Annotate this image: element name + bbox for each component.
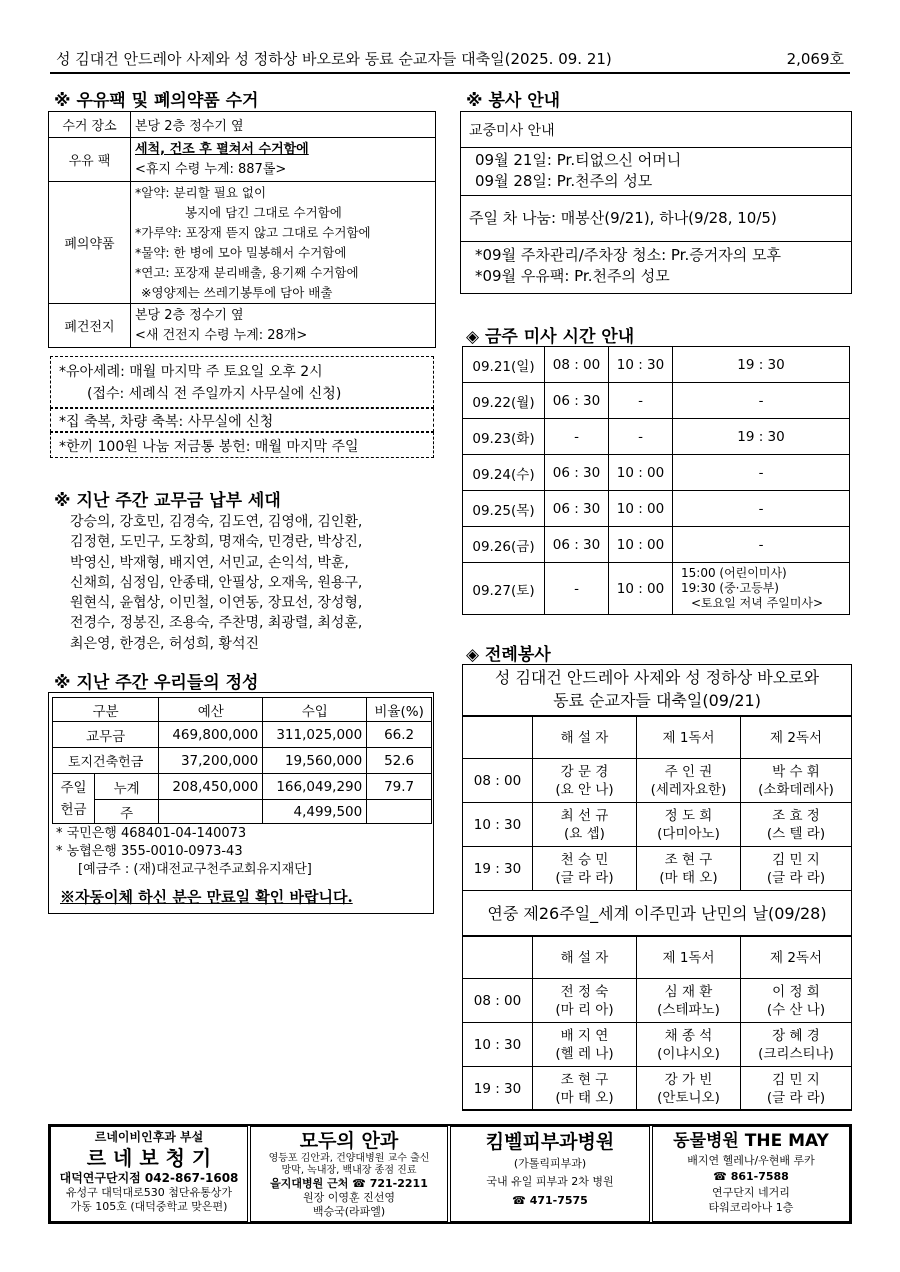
- ad-line: 타워코리아나 1층: [708, 1201, 794, 1214]
- day-cell: 09.21(일): [463, 347, 545, 383]
- ad-line: ☎ 861-7588: [713, 1170, 789, 1183]
- day-cell: 09.22(월): [463, 383, 545, 419]
- reader-name: 강 가 빈: [664, 1071, 713, 1088]
- med-line: *가루약: 포장재 뜯지 않고 그대로 수거함에: [135, 224, 371, 240]
- ad-line: 망막, 녹내장, 백내장 종점 진료: [281, 1165, 417, 1176]
- budget-cell: 208,450,000: [159, 774, 263, 800]
- med-line: *물약: 한 병에 모아 밀봉해서 수거함에: [135, 244, 347, 260]
- reader-name: 김 민 지: [772, 851, 820, 868]
- recycle-table: [48, 111, 436, 348]
- ad-line: 유성구 대덕대로530 첨단유통상가: [65, 1186, 233, 1199]
- ad-line: 원장 이영훈 진선영: [302, 1190, 395, 1204]
- ad-name: 모두의 안과: [299, 1130, 399, 1152]
- time-cell: -: [673, 455, 850, 491]
- reader-baptismal: (크리스티나): [758, 1045, 834, 1062]
- household-line: 김정현, 도민구, 도창희, 명재숙, 민경란, 박상진,: [70, 534, 363, 551]
- liturgy-table1-title: [463, 666, 851, 716]
- day-cell: 09.27(토): [463, 563, 545, 615]
- time-cell: 10 : 00: [609, 455, 673, 491]
- duty-line: *09월 주차관리/주차장 청소: Pr.증거자의 모후: [475, 246, 781, 264]
- day-cell: 09.25(목): [463, 491, 545, 527]
- place-value: 본당 2층 정수기 옆: [131, 112, 436, 138]
- reader-name: 주 인 권: [664, 763, 713, 780]
- duty-line: *09월 우유팩: Pr.천주의 성모: [475, 267, 670, 285]
- time-cell: 19 : 30: [673, 419, 850, 455]
- reader-name: 김 민 지: [772, 1071, 820, 1088]
- ad-name: 동물병원 THE MAY: [673, 1131, 829, 1151]
- reader-name: 심 재 환: [664, 983, 713, 1000]
- ad-name: 킴벨피부과병원: [485, 1131, 615, 1153]
- ad-line: 연구단지 네거리: [712, 1186, 790, 1199]
- time-cell: 08 : 00: [545, 347, 609, 383]
- col-header: 제 1독서: [637, 937, 741, 979]
- milk-line2: <휴지 수령 누계: 887롤>: [135, 161, 287, 177]
- reader-name: 이 정 희: [772, 983, 820, 1000]
- day-cell: 09.26(금): [463, 527, 545, 563]
- time-cell: 06 : 30: [545, 491, 609, 527]
- offering-table: [52, 697, 432, 824]
- reader-baptismal: (헬 레 나): [555, 1045, 614, 1062]
- bank-line: * 국민은행 468401-04-140073: [56, 826, 247, 841]
- col-header: 수입: [263, 698, 367, 722]
- reader-baptismal: (마 리 아): [555, 1001, 614, 1018]
- ad-line: ☎ 471-7575: [512, 1194, 588, 1207]
- reader-name: 박 수 휘: [772, 763, 820, 780]
- household-line: 강승의, 강호민, 김경숙, 김도연, 김영애, 김인환,: [70, 514, 363, 530]
- ad-dermatology: [450, 1126, 650, 1222]
- saturday-line: 15:00 (어린이미사): [681, 566, 787, 580]
- time-cell: 10 : 00: [609, 527, 673, 563]
- reader-baptismal: (글 라 라): [766, 869, 826, 886]
- time-cell: -: [609, 419, 673, 455]
- household-line: 박영신, 박재형, 배지연, 서민교, 손익석, 박훈,: [70, 554, 349, 571]
- mass-times-table: [462, 346, 850, 615]
- med-line: ※영양제는 쓰레기봉투에 담아 배출: [141, 284, 333, 300]
- saturday-line: 19:30 (중·고등부): [681, 581, 779, 595]
- household-line: 최은영, 한경은, 허성희, 황석진: [70, 635, 259, 652]
- time-cell: 06 : 30: [545, 383, 609, 419]
- mass-line: 09월 21일: Pr.티없으신 어머니: [475, 151, 682, 169]
- household-line: 원현식, 윤협상, 이민철, 이연동, 장묘선, 장성형,: [70, 595, 363, 612]
- reader-baptismal: (요 셉): [564, 825, 605, 842]
- ratio-cell: 79.7: [367, 774, 432, 800]
- liturgy-table2-title: 연중 제26주일_세계 이주민과 난민의 날(09/28): [463, 892, 851, 936]
- milk-label: 우유 팩: [49, 138, 131, 182]
- liturgy-table2: [462, 936, 852, 1111]
- households-list: [70, 512, 362, 654]
- bank-line: * 농협은행 355-0010-0973-43: [56, 844, 243, 859]
- time-cell: 08 : 00: [463, 759, 533, 803]
- reader-baptismal: (이냐시오): [657, 1045, 720, 1062]
- battery-label: 폐건전지: [49, 304, 131, 348]
- med-line: *연고: 포장재 분리배출, 용기째 수거함에: [135, 264, 359, 280]
- parking-share: 주일 차 나눔: 매봉산(9/21), 하나(9/28, 10/5): [461, 196, 851, 242]
- ad-eye-clinic: [250, 1126, 448, 1222]
- reader-name: 정 도 희: [664, 807, 713, 824]
- bulletin-title: 성 김대건 안드레아 사제와 성 정하상 바오로와 동료 순교자들 대축일(2025. 09. 21): [56, 50, 612, 68]
- time-cell: -: [545, 563, 609, 615]
- sunday-label: 주일: [60, 779, 87, 796]
- reader-name: 조 현 구: [664, 851, 713, 868]
- income-cell: 166,049,290: [263, 774, 367, 800]
- col-header: 예산: [159, 698, 263, 722]
- time-cell: -: [673, 383, 850, 419]
- med-label: 폐의약품: [49, 182, 131, 304]
- notice-blessing: *집 축복, 차량 축복: 사무실에 신청: [50, 408, 434, 432]
- notice-line: *유아세례: 매월 마지막 주 토요일 오후 2시: [59, 364, 323, 380]
- recycle-title: ※ 우유팩 및 폐의약품 수거: [54, 91, 259, 111]
- cumulative-label: 누계: [95, 774, 159, 800]
- time-cell: 10 : 00: [609, 491, 673, 527]
- time-cell: -: [545, 419, 609, 455]
- time-cell: 10 : 30: [463, 1023, 533, 1067]
- ad-line: 르네이비인후과 부설: [94, 1130, 204, 1144]
- col-header: 구분: [53, 698, 159, 722]
- reader-name: 천 승 민: [560, 851, 609, 868]
- sunday-label: 헌금: [60, 801, 87, 818]
- income-cell: 311,025,000: [263, 722, 367, 748]
- mass-label: 교중미사 안내: [461, 112, 851, 148]
- mass-times-title: ◈ 금주 미사 시간 안내: [466, 327, 635, 347]
- med-line: 봉지에 담긴 그대로 수거함에: [185, 204, 342, 220]
- reader-baptismal: (안토니오): [657, 1089, 720, 1106]
- ratio-cell: 52.6: [367, 748, 432, 774]
- saturday-line: <토요일 저녁 주일미사>: [691, 596, 824, 610]
- reader-baptismal: (스테파노): [657, 1001, 720, 1018]
- budget-cell: 37,200,000: [159, 748, 263, 774]
- time-cell: 19 : 30: [463, 1067, 533, 1111]
- reader-baptismal: (마 태 오): [555, 1089, 614, 1106]
- time-cell: 10 : 00: [609, 563, 673, 615]
- col-header: 제 2독서: [741, 937, 852, 979]
- ad-name: 르 네 보 청 기: [86, 1146, 212, 1170]
- col-header: 제 1독서: [637, 717, 741, 759]
- reader-baptismal: (요 안 나): [555, 781, 614, 798]
- title-line: 성 김대건 안드레아 사제와 성 정하상 바오로와: [494, 668, 820, 687]
- week-label: 주: [95, 800, 159, 824]
- household-line: 전경수, 정봉진, 조용숙, 주찬명, 최광렬, 최성훈,: [70, 615, 363, 632]
- time-cell: -: [609, 383, 673, 419]
- col-header: 해 설 자: [533, 937, 637, 979]
- ad-hearing-aid: [50, 1126, 248, 1222]
- reader-baptismal: (소화데레사): [758, 781, 834, 798]
- budget-cell: 469,800,000: [159, 722, 263, 748]
- time-cell: 19 : 30: [463, 847, 533, 891]
- mass-line: 09월 28일: Pr.천주의 성모: [475, 172, 653, 190]
- milk-line1: 세척, 건조 후 펼쳐서 수거함에: [135, 141, 309, 157]
- offering-title: ※ 지난 주간 우리들의 정성: [54, 673, 259, 693]
- page-header: [50, 44, 850, 74]
- liturgy-table1: [462, 716, 852, 891]
- ad-line: 백승국(라파엘): [312, 1204, 386, 1218]
- row-label: 교무금: [53, 722, 159, 748]
- row-label: 토지건축헌금: [53, 748, 159, 774]
- time-cell: 06 : 30: [545, 527, 609, 563]
- reader-baptismal: (글 라 라): [555, 869, 614, 886]
- household-line: 신채희, 심정임, 안종태, 안필상, 오재욱, 원용구,: [70, 574, 363, 591]
- reader-baptismal: (글 라 라): [766, 1089, 826, 1106]
- med-line: *알약: 분리할 필요 없이: [135, 184, 267, 200]
- account-holder: [예금주 : (재)대전교구천주교회유지재단]: [78, 862, 312, 877]
- col-header: 비율(%): [367, 698, 432, 722]
- households-title: ※ 지난 주간 교무금 납부 세대: [54, 491, 281, 511]
- time-cell: -: [673, 527, 850, 563]
- reader-name: 채 종 석: [664, 1027, 713, 1044]
- reader-baptismal: (스 텔 라): [766, 825, 826, 842]
- ad-line: 대덕연구단지점 042-867-1608: [59, 1171, 239, 1185]
- time-cell: 06 : 30: [545, 455, 609, 491]
- reader-baptismal: (다미아노): [657, 825, 720, 842]
- battery-line2: <새 건전지 수령 누계: 28개>: [135, 327, 308, 343]
- time-cell: 10 : 30: [463, 803, 533, 847]
- service-title: ※ 봉사 안내: [466, 91, 561, 111]
- service-box: [460, 111, 852, 294]
- reader-name: 조 효 정: [772, 807, 820, 824]
- ad-line: (가톨릭피부과): [513, 1157, 587, 1170]
- col-header: 제 2독서: [741, 717, 852, 759]
- day-cell: 09.23(화): [463, 419, 545, 455]
- time-cell: 19 : 30: [673, 347, 850, 383]
- income-cell: 19,560,000: [263, 748, 367, 774]
- place-label: 수거 장소: [49, 112, 131, 138]
- bank-info: [56, 825, 312, 879]
- notice-coin-bank: *한끼 100원 나눔 저금통 봉헌: 매월 마지막 주일: [50, 432, 434, 458]
- ad-line: 국내 유일 피부과 2차 병원: [486, 1175, 614, 1188]
- reader-name: 강 문 경: [560, 763, 609, 780]
- reader-name: 배 지 연: [560, 1027, 609, 1044]
- reader-name: 장 혜 경: [772, 1027, 820, 1044]
- notice-line: (접수: 세례식 전 주일까지 사무실에 신청): [87, 386, 342, 402]
- reader-name: 전 정 숙: [560, 983, 609, 1000]
- title-line: 동료 순교자들 대축일(09/21): [553, 691, 761, 710]
- ad-line: 영등포 김안과, 건양대병원 교수 출신: [268, 1153, 430, 1164]
- reader-name: 조 현 구: [560, 1071, 609, 1088]
- reader-name: 최 선 규: [560, 807, 609, 824]
- auto-transfer-note: ※자동이체 하신 분은 만료일 확인 바랍니다.: [60, 888, 353, 906]
- reader-baptismal: (수 산 나): [766, 1001, 826, 1018]
- notice-baptism: [50, 356, 434, 408]
- ad-line: 가동 105호 (대덕중학교 맞은편): [70, 1199, 228, 1213]
- ratio-cell: 66.2: [367, 722, 432, 748]
- ad-line: 을지대병원 근처 ☎ 721-2211: [270, 1177, 428, 1190]
- battery-line1: 본당 2층 정수기 옆: [135, 307, 244, 323]
- ad-animal-hospital: [652, 1126, 850, 1222]
- issue-number: 2,069호: [786, 50, 844, 68]
- reader-baptismal: (마 태 오): [659, 869, 718, 886]
- time-cell: 08 : 00: [463, 979, 533, 1023]
- time-cell: 10 : 30: [609, 347, 673, 383]
- income-cell: 4,499,500: [263, 800, 367, 824]
- day-cell: 09.24(수): [463, 455, 545, 491]
- ad-line: 배지연 헬레나/우현배 루카: [687, 1154, 815, 1167]
- col-header: 해 설 자: [533, 717, 637, 759]
- time-cell: -: [673, 491, 850, 527]
- reader-baptismal: (세레자요한): [650, 781, 727, 798]
- liturgy-title: ◈ 전례봉사: [466, 645, 551, 665]
